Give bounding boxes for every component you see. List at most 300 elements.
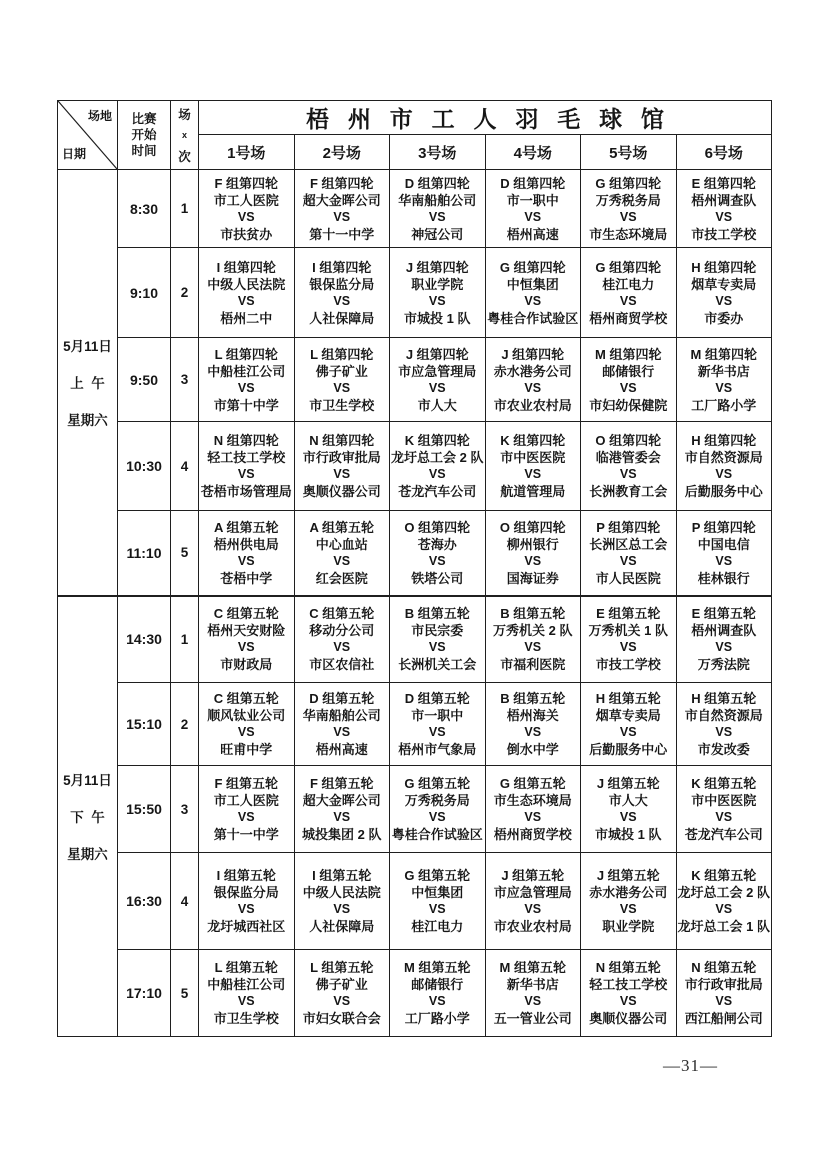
match-team1-label: 轻工技工学校 [589, 977, 668, 992]
date-stack [59, 335, 116, 429]
schedule-row [58, 853, 772, 950]
match-team1-label: 苍海办 [417, 536, 457, 552]
match-team2-label: 工厂路小学 [404, 1011, 470, 1026]
match-team1-label: 梧州供电局 [213, 536, 279, 552]
vs-label: VS [428, 380, 446, 395]
match-team1-label: 万秀机关 1 队 [588, 623, 668, 639]
match-team2-label: 红会医院 [315, 570, 368, 586]
match-team2-label: 苍龙汽车公司 [684, 827, 763, 842]
match-team2-label: 市第十中学 [213, 397, 279, 413]
match-team1-label: 桂江电力 [602, 276, 655, 292]
match-round-label: G 组第五轮 [404, 868, 471, 883]
match-cell [294, 422, 390, 511]
weekday-label: 星期六 [67, 413, 108, 429]
match-team1-label: 市应急管理局 [398, 363, 477, 379]
match-team2-label: 粤桂合作试验区 [391, 827, 483, 842]
match-team1-label: 万秀税务局 [404, 793, 470, 808]
vs-label: VS [237, 725, 255, 739]
vs-label: VS [715, 209, 733, 224]
match-cell [485, 853, 581, 950]
match-cell [676, 422, 772, 511]
match-round-label: I 组第四轮 [312, 259, 372, 275]
match-team1-label: 梧州海关 [506, 708, 559, 723]
match-team1-label: 市中医医院 [691, 793, 757, 808]
vs-label: VS [524, 725, 542, 739]
match-cell [485, 170, 581, 248]
session-cell: 3 [171, 338, 199, 422]
match-cell [485, 422, 581, 511]
match-team1-label: 中船桂江公司 [207, 977, 286, 992]
match-team1-label: 市自然资源局 [684, 708, 763, 723]
match-cell [294, 596, 390, 683]
session-cell: 4 [171, 422, 199, 511]
match-round-label: G 组第四轮 [595, 259, 662, 275]
vs-label: VS [715, 725, 733, 739]
match-team2-label: 梧州高速 [506, 226, 559, 242]
match-round-label: N 组第四轮 [309, 433, 375, 448]
match-team1-label: 市中医医院 [500, 450, 566, 465]
match-team2-label: 五一管业公司 [493, 1011, 572, 1026]
match-cell [485, 511, 581, 596]
match-round-label: F 组第四轮 [214, 175, 279, 191]
match-team2-label: 航道管理局 [500, 484, 566, 499]
time-cell: 9:50 [118, 338, 171, 422]
corner-label-date: 日期 [62, 147, 87, 161]
court-header-1: 1号场 [199, 135, 295, 170]
match-cell [485, 766, 581, 853]
corner-header-cell [58, 101, 118, 170]
match-cell [676, 248, 772, 338]
match-team1-label: 轻工技工学校 [207, 450, 286, 465]
session-cell: 3 [171, 766, 199, 853]
match-cell [676, 766, 772, 853]
match-team1-label: 新华书店 [506, 977, 559, 992]
vs-label: VS [333, 293, 351, 308]
vs-label: VS [428, 293, 446, 308]
match-team2-label: 市技工学校 [595, 657, 661, 673]
court-header-4: 4号场 [485, 135, 581, 170]
match-cell [581, 511, 677, 596]
match-team2-label: 桂江电力 [411, 919, 464, 934]
weekday-label: 星期六 [67, 847, 108, 863]
vs-label: VS [619, 380, 637, 395]
match-team1-label: 柳州银行 [506, 536, 559, 552]
vs-label: VS [333, 553, 351, 568]
match-team1-label: 龙圩总工会 2 队 [677, 885, 770, 900]
match-team2-label: 第十一中学 [309, 226, 375, 242]
match-team2-label: 市生态环境局 [589, 226, 668, 242]
vs-label: VS [237, 640, 255, 655]
schedule-row [58, 950, 772, 1037]
match-cell [676, 596, 772, 683]
match-round-label: G 组第四轮 [499, 259, 566, 275]
time-cell: 17:10 [118, 950, 171, 1037]
match-round-label: L 组第四轮 [214, 346, 278, 362]
vs-label: VS [333, 810, 351, 824]
match-cell [199, 248, 295, 338]
match-team2-label: 龙圩城西社区 [207, 919, 286, 934]
match-cell [581, 766, 677, 853]
match-team2-label: 城投集团 2 队 [302, 827, 382, 842]
match-cell [294, 170, 390, 248]
match-team2-label: 市福利医院 [500, 657, 566, 673]
match-cell [676, 853, 772, 950]
date-cell [58, 170, 118, 596]
match-team2-label: 市农业农村局 [493, 397, 572, 413]
time-cell: 8:30 [118, 170, 171, 248]
date-cell [58, 596, 118, 1037]
match-round-label: O 组第四轮 [499, 519, 566, 535]
match-round-label: J 组第四轮 [405, 346, 469, 362]
match-round-label: K 组第四轮 [500, 433, 566, 448]
match-round-label: I 组第五轮 [216, 868, 276, 883]
match-round-label: B 组第五轮 [404, 606, 470, 622]
match-team2-label: 人社保障局 [309, 310, 375, 326]
match-round-label: C 组第五轮 [309, 606, 375, 622]
match-cell [199, 338, 295, 422]
vs-label: VS [333, 640, 351, 655]
match-cell [390, 853, 486, 950]
match-round-label: M 组第四轮 [690, 346, 757, 362]
match-round-label: A 组第五轮 [309, 519, 375, 535]
vs-label: VS [715, 902, 733, 916]
match-round-label: M 组第四轮 [595, 346, 662, 362]
match-team2-label: 市区农信社 [309, 657, 375, 673]
time-cell: 11:10 [118, 511, 171, 596]
match-round-label: L 组第五轮 [310, 960, 374, 975]
vs-label: VS [428, 725, 446, 739]
match-team2-label: 梧州市气象局 [398, 742, 477, 757]
time-column-header [118, 101, 171, 170]
match-cell [676, 683, 772, 766]
match-round-label: E 组第五轮 [596, 606, 661, 622]
match-round-label: D 组第四轮 [500, 175, 566, 191]
match-cell [390, 766, 486, 853]
match-cell [676, 511, 772, 596]
schedule-row [58, 422, 772, 511]
match-team1-label: 市民宗委 [411, 623, 464, 639]
match-cell [581, 338, 677, 422]
match-team1-label: 长洲区总工会 [589, 536, 668, 552]
vs-label: VS [333, 380, 351, 395]
session-header-char: 场 [178, 108, 191, 122]
vs-label: VS [428, 640, 446, 655]
match-cell [485, 596, 581, 683]
date-stack [59, 769, 116, 863]
vs-label: VS [333, 994, 351, 1008]
match-team1-label: 市一职中 [506, 192, 559, 208]
match-team2-label: 倒水中学 [506, 742, 559, 757]
match-cell [199, 683, 295, 766]
match-team1-label: 中国电信 [697, 536, 750, 552]
match-team1-label: 市行政审批局 [302, 450, 381, 465]
match-team2-label: 龙圩总工会 1 队 [677, 919, 770, 934]
time-header-line: 开始 [131, 128, 157, 142]
vs-label: VS [237, 553, 255, 568]
match-team1-label: 梧州调查队 [691, 192, 757, 208]
vs-label: VS [715, 467, 733, 481]
match-team2-label: 市人大 [417, 397, 457, 413]
match-cell [485, 248, 581, 338]
match-cell [199, 766, 295, 853]
match-team1-label: 华南船舶公司 [398, 192, 477, 208]
schedule-row [58, 596, 772, 683]
vs-label: VS [619, 994, 637, 1008]
match-round-label: F 组第五轮 [214, 776, 279, 791]
schedule-row [58, 683, 772, 766]
match-team1-label: 中心血站 [315, 536, 368, 552]
time-cell: 9:10 [118, 248, 171, 338]
time-header-line: 比赛 [131, 112, 157, 126]
match-team1-label: 华南船舶公司 [302, 708, 381, 723]
match-cell [581, 596, 677, 683]
match-team2-label: 人社保障局 [309, 919, 375, 934]
match-team2-label: 市人民医院 [595, 570, 661, 586]
match-team1-label: 邮储银行 [602, 363, 655, 379]
venue-title: 梧州市工人羽毛球馆 [199, 101, 772, 135]
schedule-table [57, 100, 772, 1037]
match-cell [199, 950, 295, 1037]
match-team1-label: 职业学院 [411, 276, 464, 292]
match-team2-label: 市财政局 [220, 657, 273, 673]
match-cell [199, 422, 295, 511]
match-round-label: D 组第五轮 [404, 691, 470, 706]
match-cell [294, 511, 390, 596]
match-team2-label: 工厂路小学 [691, 397, 757, 413]
match-team2-label: 奥顺仪器公司 [302, 484, 381, 499]
match-team1-label: 市应急管理局 [493, 885, 572, 900]
match-cell [676, 338, 772, 422]
match-team1-label: 移动分公司 [309, 623, 375, 639]
match-cell [390, 170, 486, 248]
vs-label: VS [524, 902, 542, 916]
match-team2-label: 第十一中学 [213, 827, 279, 842]
match-team2-label: 万秀法院 [697, 657, 750, 673]
vs-label: VS [333, 902, 351, 916]
match-team2-label: 奥顺仪器公司 [589, 1011, 668, 1026]
match-team1-label: 赤水港务公司 [493, 363, 572, 379]
match-team2-label: 苍龙汽车公司 [398, 484, 477, 499]
match-round-label: G 组第五轮 [499, 776, 566, 791]
match-round-label: I 组第五轮 [312, 868, 372, 883]
match-cell [581, 170, 677, 248]
match-cell [294, 338, 390, 422]
match-team1-label: 佛子矿业 [315, 977, 368, 992]
match-team1-label: 超大金晖公司 [302, 793, 381, 808]
match-round-label: J 组第五轮 [596, 868, 660, 883]
match-team2-label: 市发改委 [697, 742, 750, 757]
session-column-header [171, 101, 199, 170]
court-header-2: 2号场 [294, 135, 390, 170]
session-header-char: x [181, 129, 187, 140]
match-round-label: D 组第四轮 [404, 175, 470, 191]
match-team1-label: 中恒集团 [506, 276, 559, 292]
match-cell [390, 950, 486, 1037]
match-round-label: G 组第四轮 [595, 175, 662, 191]
match-team1-label: 银保监分局 [213, 885, 279, 900]
vs-label: VS [237, 994, 255, 1008]
match-team1-label: 邮储银行 [411, 977, 464, 992]
match-round-label: C 组第五轮 [213, 691, 279, 706]
match-cell [676, 950, 772, 1037]
match-team1-label: 市工人医院 [213, 793, 279, 808]
vs-label: VS [237, 467, 255, 481]
match-team1-label: 市自然资源局 [684, 450, 763, 465]
match-team2-label: 市妇幼保健院 [589, 397, 668, 413]
match-cell [390, 422, 486, 511]
match-cell [199, 853, 295, 950]
vs-label: VS [237, 810, 255, 824]
session-cell: 1 [171, 170, 199, 248]
match-cell [199, 511, 295, 596]
schedule-row [58, 338, 772, 422]
match-round-label: M 组第五轮 [404, 960, 471, 975]
match-cell [294, 683, 390, 766]
vs-label: VS [428, 209, 446, 224]
match-cell [581, 422, 677, 511]
match-round-label: C 组第五轮 [213, 606, 279, 622]
match-team2-label: 梧州高速 [315, 742, 368, 757]
match-team1-label: 梧州天安财险 [207, 623, 286, 639]
match-cell [390, 511, 486, 596]
match-team2-label: 铁塔公司 [411, 570, 464, 586]
match-round-label: E 组第四轮 [691, 175, 756, 191]
match-round-label: P 组第四轮 [596, 519, 661, 535]
match-cell [485, 338, 581, 422]
vs-label: VS [524, 994, 542, 1008]
vs-label: VS [619, 810, 637, 824]
match-round-label: E 组第五轮 [691, 606, 756, 622]
vs-label: VS [428, 902, 446, 916]
session-header-char: 次 [178, 150, 191, 164]
match-round-label: J 组第四轮 [405, 259, 469, 275]
match-round-label: J 组第五轮 [596, 776, 660, 791]
match-team1-label: 中恒集团 [411, 885, 464, 900]
header-row-title [58, 101, 772, 135]
match-team2-label: 职业学院 [602, 919, 655, 934]
vs-label: VS [237, 209, 255, 224]
schedule-row [58, 248, 772, 338]
session-cell: 2 [171, 248, 199, 338]
match-cell [581, 853, 677, 950]
period-label: 上 午 [70, 376, 105, 392]
schedule-body [58, 101, 772, 1037]
match-round-label: O 组第四轮 [404, 519, 471, 535]
match-team2-label: 长洲教育工会 [589, 484, 668, 499]
match-team2-label: 市卫生学校 [213, 1011, 279, 1026]
match-round-label: H 组第五轮 [691, 691, 757, 706]
match-team2-label: 梧州商贸学校 [493, 827, 572, 842]
match-cell [390, 338, 486, 422]
match-round-label: G 组第五轮 [404, 776, 471, 791]
vs-label: VS [237, 293, 255, 308]
schedule-row [58, 511, 772, 596]
vs-label: VS [524, 467, 542, 481]
session-cell: 2 [171, 683, 199, 766]
session-cell: 4 [171, 853, 199, 950]
match-team1-label: 市生态环境局 [493, 793, 572, 808]
time-cell: 15:50 [118, 766, 171, 853]
vs-label: VS [428, 553, 446, 568]
match-team2-label: 市委办 [704, 310, 744, 326]
vs-label: VS [715, 810, 733, 824]
date-label: 5月11日 [63, 773, 112, 789]
match-team2-label: 市城投 1 队 [404, 310, 471, 326]
vs-label: VS [237, 380, 255, 395]
match-round-label: B 组第五轮 [500, 691, 566, 706]
match-team2-label: 市扶贫办 [220, 226, 273, 242]
match-team1-label: 中级人民法院 [302, 885, 381, 900]
vs-label: VS [524, 640, 542, 655]
match-team2-label: 西江船闸公司 [684, 1011, 763, 1026]
match-round-label: D 组第五轮 [309, 691, 375, 706]
match-team2-label: 梧州商贸学校 [589, 310, 668, 326]
match-team1-label: 顺风钛业公司 [207, 708, 286, 723]
match-team1-label: 银保监分局 [309, 276, 375, 292]
match-round-label: J 组第五轮 [501, 868, 565, 883]
match-cell [581, 683, 677, 766]
match-team2-label: 国海证券 [506, 570, 559, 586]
match-round-label: I 组第四轮 [216, 259, 276, 275]
match-round-label: K 组第五轮 [691, 776, 757, 791]
match-team2-label: 长洲机关工会 [398, 657, 477, 673]
match-cell [294, 853, 390, 950]
match-round-label: K 组第五轮 [691, 868, 757, 883]
match-team1-label: 龙圩总工会 2 队 [391, 450, 484, 465]
time-cell: 10:30 [118, 422, 171, 511]
match-cell [199, 170, 295, 248]
time-cell: 14:30 [118, 596, 171, 683]
match-cell [581, 248, 677, 338]
session-cell: 1 [171, 596, 199, 683]
match-team2-label: 桂林银行 [697, 570, 750, 586]
match-round-label: F 组第五轮 [309, 776, 374, 791]
match-cell [390, 683, 486, 766]
vs-label: VS [237, 902, 255, 916]
match-round-label: F 组第四轮 [309, 175, 374, 191]
corner-label-venue: 场地 [87, 109, 112, 123]
period-label: 下 午 [70, 810, 105, 826]
match-cell [294, 248, 390, 338]
court-header-6: 6号场 [676, 135, 772, 170]
match-team1-label: 市行政审批局 [684, 977, 763, 992]
vs-label: VS [333, 209, 351, 224]
vs-label: VS [333, 725, 351, 739]
match-team1-label: 中船桂江公司 [207, 363, 286, 379]
match-team2-label: 旺甫中学 [220, 742, 273, 757]
match-round-label: M 组第五轮 [499, 960, 566, 975]
match-cell [485, 683, 581, 766]
match-team2-label: 苍梧中学 [220, 570, 273, 586]
match-team1-label: 临港管委会 [595, 450, 661, 465]
match-team1-label: 新华书店 [697, 363, 750, 379]
vs-label: VS [715, 994, 733, 1008]
match-round-label: A 组第五轮 [213, 519, 279, 535]
match-round-label: H 组第四轮 [691, 433, 757, 448]
date-label: 5月11日 [63, 339, 112, 355]
vs-label: VS [715, 380, 733, 395]
match-cell [485, 950, 581, 1037]
match-team2-label: 苍梧市场管理局 [200, 484, 292, 499]
match-cell [390, 248, 486, 338]
match-cell [294, 950, 390, 1037]
match-cell [294, 766, 390, 853]
match-team1-label: 市工人医院 [213, 192, 279, 208]
match-round-label: B 组第五轮 [500, 606, 566, 622]
match-round-label: N 组第四轮 [213, 433, 279, 448]
vs-label: VS [524, 553, 542, 568]
schedule-row [58, 766, 772, 853]
